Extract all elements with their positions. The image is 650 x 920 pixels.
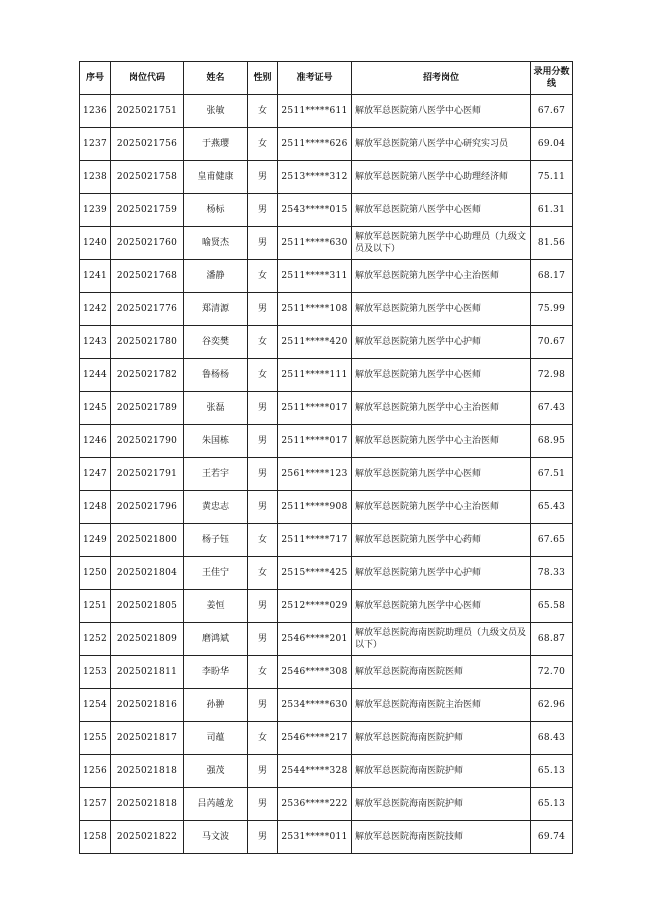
exam-id-cell: 2546*****217 (278, 722, 352, 755)
position-cell: 解放军总医院第九医学中心药师 (352, 524, 531, 557)
exam-id-cell: 2513*****312 (278, 161, 352, 194)
position-cell: 解放军总医院第八医学中心医师 (352, 95, 531, 128)
table-row (80, 359, 573, 392)
name-cell: 孙翀 (184, 689, 248, 722)
gender-cell: 男 (248, 689, 278, 722)
position-code-cell: 2025021776 (111, 293, 184, 326)
name-cell: 王佳宁 (184, 557, 248, 590)
table-row (80, 326, 573, 359)
position-code-cell: 2025021756 (111, 128, 184, 161)
serial-cell: 1255 (80, 722, 111, 755)
gender-cell: 男 (248, 293, 278, 326)
name-cell: 郑清源 (184, 293, 248, 326)
score-cell: 72.70 (531, 656, 573, 689)
exam-id-cell: 2511*****108 (278, 293, 352, 326)
name-cell: 李盼华 (184, 656, 248, 689)
header-gender: 性别 (248, 62, 278, 95)
serial-cell: 1243 (80, 326, 111, 359)
exam-id-cell: 2511*****017 (278, 392, 352, 425)
gender-cell: 女 (248, 359, 278, 392)
gender-cell: 女 (248, 128, 278, 161)
position-code-cell: 2025021816 (111, 689, 184, 722)
position-code-cell: 2025021759 (111, 194, 184, 227)
table-row (80, 656, 573, 689)
table-row (80, 788, 573, 821)
position-code-cell: 2025021804 (111, 557, 184, 590)
header-exam-id: 准考证号 (278, 62, 352, 95)
score-cell: 68.17 (531, 260, 573, 293)
table-row (80, 227, 573, 260)
exam-id-cell: 2511*****908 (278, 491, 352, 524)
table-row (80, 557, 573, 590)
serial-cell: 1244 (80, 359, 111, 392)
table-row (80, 95, 573, 128)
table-row (80, 491, 573, 524)
exam-id-cell: 2561*****123 (278, 458, 352, 491)
table-row (80, 194, 573, 227)
name-cell: 于燕璎 (184, 128, 248, 161)
serial-cell: 1239 (80, 194, 111, 227)
name-cell: 朱国栋 (184, 425, 248, 458)
gender-cell: 男 (248, 590, 278, 623)
gender-cell: 男 (248, 194, 278, 227)
position-cell: 解放军总医院第九医学中心主治医师 (352, 491, 531, 524)
gender-cell: 男 (248, 755, 278, 788)
score-cell: 75.99 (531, 293, 573, 326)
serial-cell: 1241 (80, 260, 111, 293)
table-row (80, 293, 573, 326)
position-cell: 解放军总医院第八医学中心医师 (352, 194, 531, 227)
position-cell: 解放军总医院第九医学中心医师 (352, 293, 531, 326)
score-cell: 67.51 (531, 458, 573, 491)
position-cell: 解放军总医院第九医学中心主治医师 (352, 425, 531, 458)
gender-cell: 男 (248, 788, 278, 821)
gender-cell: 男 (248, 458, 278, 491)
position-code-cell: 2025021760 (111, 227, 184, 260)
score-cell: 75.11 (531, 161, 573, 194)
score-cell: 65.43 (531, 491, 573, 524)
position-cell: 解放军总医院第九医学中心护师 (352, 557, 531, 590)
name-cell: 姜恒 (184, 590, 248, 623)
gender-cell: 女 (248, 557, 278, 590)
score-cell: 68.43 (531, 722, 573, 755)
name-cell: 司蕴 (184, 722, 248, 755)
exam-id-cell: 2511*****420 (278, 326, 352, 359)
serial-cell: 1249 (80, 524, 111, 557)
gender-cell: 女 (248, 722, 278, 755)
position-code-cell: 2025021790 (111, 425, 184, 458)
score-cell: 69.04 (531, 128, 573, 161)
gender-cell: 女 (248, 524, 278, 557)
header-score: 录用分数线 (531, 62, 573, 95)
serial-cell: 1252 (80, 623, 111, 656)
serial-cell: 1254 (80, 689, 111, 722)
exam-id-cell: 2511*****717 (278, 524, 352, 557)
exam-id-cell: 2543*****015 (278, 194, 352, 227)
position-cell: 解放军总医院海南医院护师 (352, 788, 531, 821)
score-cell: 68.95 (531, 425, 573, 458)
position-cell: 解放军总医院第九医学中心主治医师 (352, 260, 531, 293)
exam-id-cell: 2511*****626 (278, 128, 352, 161)
gender-cell: 男 (248, 161, 278, 194)
score-cell: 72.98 (531, 359, 573, 392)
position-code-cell: 2025021818 (111, 755, 184, 788)
score-cell: 65.13 (531, 755, 573, 788)
gender-cell: 男 (248, 821, 278, 854)
gender-cell: 男 (248, 491, 278, 524)
score-cell: 65.58 (531, 590, 573, 623)
score-cell: 67.67 (531, 95, 573, 128)
position-cell: 解放军总医院第九医学中心医师 (352, 458, 531, 491)
table-row (80, 392, 573, 425)
table-row (80, 458, 573, 491)
table-row (80, 689, 573, 722)
header-name: 姓名 (184, 62, 248, 95)
serial-cell: 1256 (80, 755, 111, 788)
exam-id-cell: 2546*****308 (278, 656, 352, 689)
gender-cell: 男 (248, 392, 278, 425)
exam-id-cell: 2512*****029 (278, 590, 352, 623)
table-row (80, 755, 573, 788)
position-code-cell: 2025021809 (111, 623, 184, 656)
name-cell: 强茂 (184, 755, 248, 788)
name-cell: 张敏 (184, 95, 248, 128)
table-row (80, 425, 573, 458)
serial-cell: 1236 (80, 95, 111, 128)
name-cell: 张磊 (184, 392, 248, 425)
name-cell: 皇甫健康 (184, 161, 248, 194)
position-code-cell: 2025021800 (111, 524, 184, 557)
position-code-cell: 2025021817 (111, 722, 184, 755)
position-cell: 解放军总医院海南医院护师 (352, 755, 531, 788)
header-position-code: 岗位代码 (111, 62, 184, 95)
serial-cell: 1242 (80, 293, 111, 326)
serial-cell: 1247 (80, 458, 111, 491)
position-cell: 解放军总医院海南医院主治医师 (352, 689, 531, 722)
score-cell: 70.67 (531, 326, 573, 359)
gender-cell: 男 (248, 227, 278, 260)
score-cell: 65.13 (531, 788, 573, 821)
table-row (80, 821, 573, 854)
position-code-cell: 2025021751 (111, 95, 184, 128)
exam-id-cell: 2531*****011 (278, 821, 352, 854)
name-cell: 磨鸿斌 (184, 623, 248, 656)
name-cell: 吕芮越龙 (184, 788, 248, 821)
table-row (80, 524, 573, 557)
exam-id-cell: 2511*****630 (278, 227, 352, 260)
name-cell: 喻贤杰 (184, 227, 248, 260)
position-code-cell: 2025021796 (111, 491, 184, 524)
position-cell: 解放军总医院第九医学中心护师 (352, 326, 531, 359)
table-row (80, 260, 573, 293)
position-cell: 解放军总医院第八医学中心助理经济师 (352, 161, 531, 194)
table-header (80, 62, 573, 95)
position-cell: 解放军总医院第九医学中心主治医师 (352, 392, 531, 425)
score-cell: 78.33 (531, 557, 573, 590)
gender-cell: 女 (248, 326, 278, 359)
position-code-cell: 2025021768 (111, 260, 184, 293)
table-row (80, 161, 573, 194)
serial-cell: 1250 (80, 557, 111, 590)
position-cell: 解放军总医院海南医院护师 (352, 722, 531, 755)
exam-id-cell: 2544*****328 (278, 755, 352, 788)
score-cell: 67.65 (531, 524, 573, 557)
position-cell: 解放军总医院海南医院医师 (352, 656, 531, 689)
name-cell: 杨子钰 (184, 524, 248, 557)
serial-cell: 1246 (80, 425, 111, 458)
name-cell: 杨标 (184, 194, 248, 227)
serial-cell: 1251 (80, 590, 111, 623)
position-code-cell: 2025021789 (111, 392, 184, 425)
table-row (80, 722, 573, 755)
header-position: 招考岗位 (352, 62, 531, 95)
serial-cell: 1257 (80, 788, 111, 821)
score-cell: 61.31 (531, 194, 573, 227)
table-row (80, 623, 573, 656)
exam-id-cell: 2511*****311 (278, 260, 352, 293)
position-code-cell: 2025021791 (111, 458, 184, 491)
position-code-cell: 2025021811 (111, 656, 184, 689)
name-cell: 黄忠志 (184, 491, 248, 524)
results-table (79, 61, 573, 854)
exam-id-cell: 2534*****630 (278, 689, 352, 722)
header-serial: 序号 (80, 62, 111, 95)
serial-cell: 1253 (80, 656, 111, 689)
gender-cell: 男 (248, 425, 278, 458)
position-cell: 解放军总医院海南医院技师 (352, 821, 531, 854)
exam-id-cell: 2511*****611 (278, 95, 352, 128)
exam-id-cell: 2536*****222 (278, 788, 352, 821)
position-cell: 解放军总医院第九医学中心医师 (352, 590, 531, 623)
table-row (80, 128, 573, 161)
position-code-cell: 2025021805 (111, 590, 184, 623)
header-row (80, 62, 573, 95)
position-code-cell: 2025021818 (111, 788, 184, 821)
name-cell: 王若宇 (184, 458, 248, 491)
position-code-cell: 2025021780 (111, 326, 184, 359)
name-cell: 鲁杨杨 (184, 359, 248, 392)
position-cell: 解放军总医院第八医学中心研究实习员 (352, 128, 531, 161)
name-cell: 潘静 (184, 260, 248, 293)
gender-cell: 女 (248, 260, 278, 293)
position-code-cell: 2025021782 (111, 359, 184, 392)
position-cell: 解放军总医院第九医学中心医师 (352, 359, 531, 392)
gender-cell: 女 (248, 656, 278, 689)
position-code-cell: 2025021758 (111, 161, 184, 194)
position-cell: 解放军总医院海南医院助理员（九级文员及以下） (352, 623, 531, 656)
exam-id-cell: 2511*****111 (278, 359, 352, 392)
position-code-cell: 2025021822 (111, 821, 184, 854)
gender-cell: 男 (248, 623, 278, 656)
serial-cell: 1248 (80, 491, 111, 524)
score-cell: 69.74 (531, 821, 573, 854)
table-row (80, 590, 573, 623)
exam-id-cell: 2546*****201 (278, 623, 352, 656)
serial-cell: 1238 (80, 161, 111, 194)
name-cell: 谷奕樊 (184, 326, 248, 359)
position-cell: 解放军总医院第九医学中心助理员（九级文员及以下） (352, 227, 531, 260)
name-cell: 马文波 (184, 821, 248, 854)
exam-id-cell: 2515*****425 (278, 557, 352, 590)
exam-id-cell: 2511*****017 (278, 425, 352, 458)
serial-cell: 1258 (80, 821, 111, 854)
score-cell: 67.43 (531, 392, 573, 425)
serial-cell: 1240 (80, 227, 111, 260)
table-body (80, 95, 573, 854)
score-cell: 68.87 (531, 623, 573, 656)
score-cell: 81.56 (531, 227, 573, 260)
serial-cell: 1245 (80, 392, 111, 425)
score-cell: 62.96 (531, 689, 573, 722)
gender-cell: 女 (248, 95, 278, 128)
serial-cell: 1237 (80, 128, 111, 161)
